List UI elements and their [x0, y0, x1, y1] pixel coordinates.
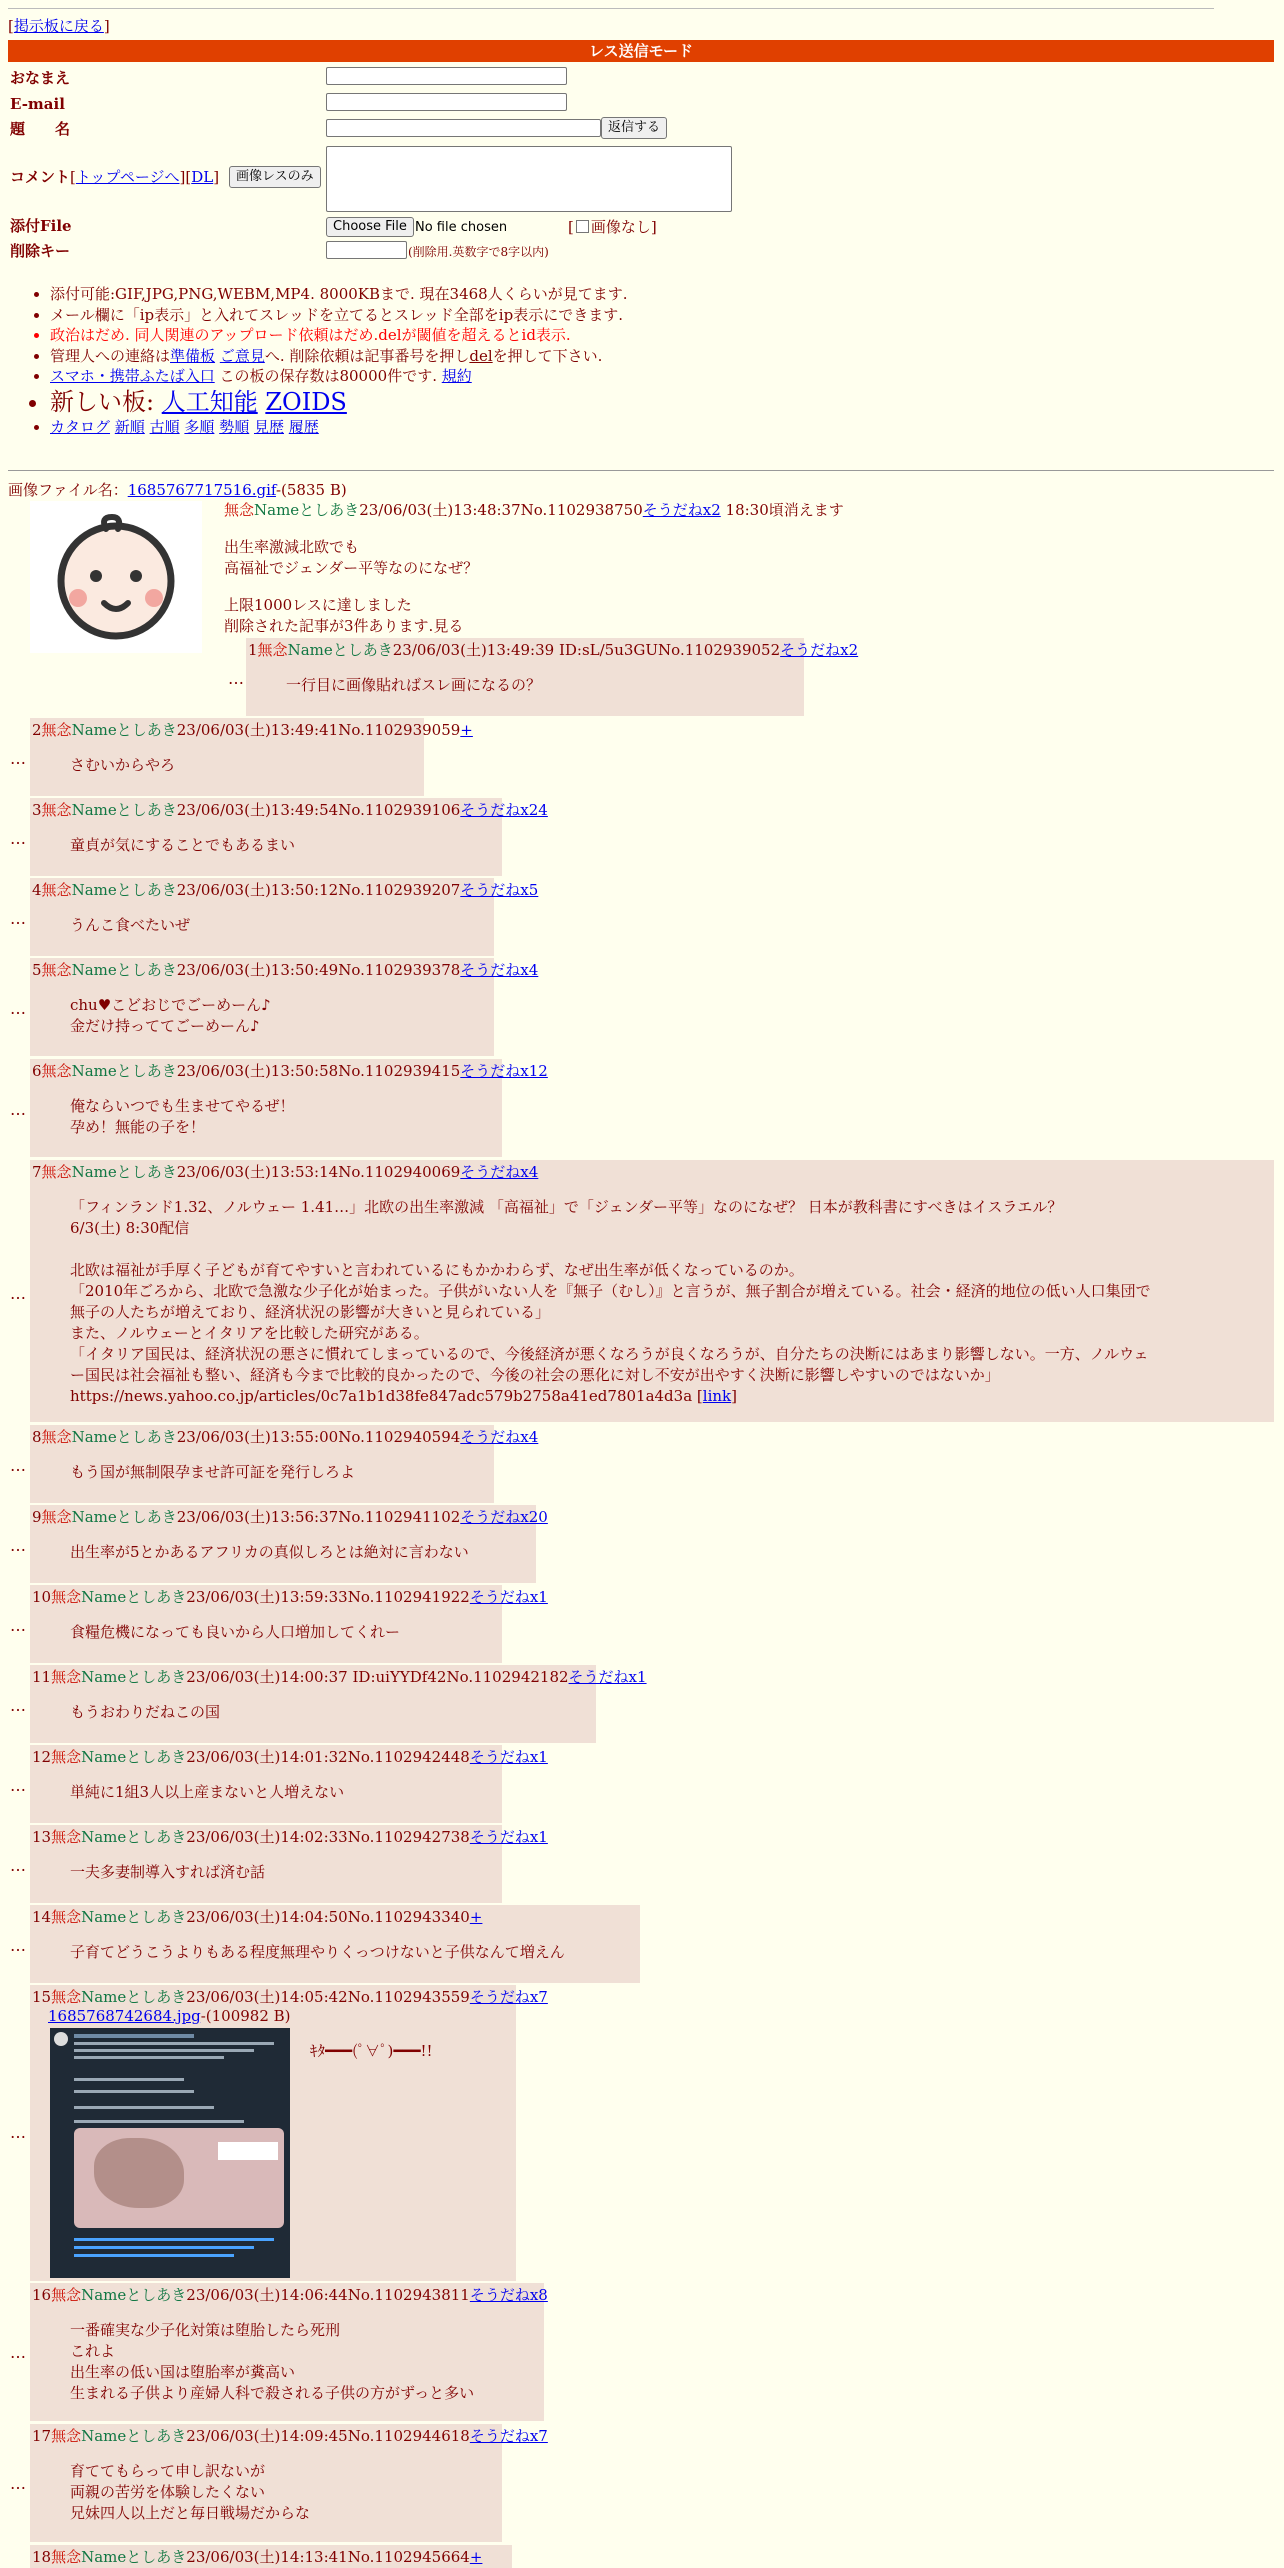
reply-number[interactable]: No.1102943559	[347, 1988, 470, 2006]
reply-index: 3	[32, 801, 42, 819]
board-rules	[50, 284, 628, 437]
op-notice-deleted: 削除された記事が3件あります.	[224, 617, 434, 635]
reply-number[interactable]: No.1102939052	[658, 641, 781, 659]
reply-header	[32, 800, 548, 820]
sort-old-link[interactable]: 古順	[149, 417, 180, 436]
tweet-text-line	[74, 2078, 184, 2081]
reply-subject: 無念	[51, 1748, 82, 1766]
reply-name: Nameとしあき	[71, 1163, 177, 1181]
reply-index: 8	[32, 1428, 42, 1446]
back-to-board-link[interactable]: 掲示板に戻る	[13, 17, 104, 35]
prep-board-link[interactable]: 準備板	[170, 346, 216, 365]
reply-post-17	[30, 2424, 548, 2542]
thread-divider	[8, 470, 1274, 471]
reply-header	[32, 1747, 548, 1767]
sodane-button[interactable]: そうだねx8	[469, 2286, 548, 2304]
back-link-wrapper: [掲示板に戻る]	[8, 17, 110, 35]
sodane-button[interactable]: +	[469, 2548, 483, 2566]
sodane-button[interactable]: そうだねx4	[460, 961, 539, 979]
reply-header	[32, 1507, 548, 1527]
reply-number[interactable]: No.1102940069	[338, 1163, 461, 1181]
tweet-text-line	[74, 2042, 274, 2045]
reply-marker: …	[10, 2123, 26, 2142]
reply-marker: …	[10, 829, 26, 848]
reply-date: 23/06/03(土)14:09:45	[186, 2427, 348, 2445]
reply-date: 23/06/03(土)13:49:39	[392, 641, 555, 659]
reply-marker: …	[10, 999, 26, 1018]
reply-number[interactable]: No.1102941922	[347, 1588, 470, 1606]
reply-date: 23/06/03(土)14:05:42	[186, 1988, 348, 2006]
reply-date: 23/06/03(土)13:50:58	[176, 1062, 339, 1080]
reply-body: 俺ならいつでも生ませてやるぜ！ 孕め！無能の子を！	[70, 1097, 295, 1136]
reply-header	[32, 880, 538, 900]
reply-date: 23/06/03(土)14:13:41	[186, 2548, 348, 2566]
op-number[interactable]: No.1102938750	[520, 501, 643, 519]
reply-subject: 無念	[51, 1668, 82, 1686]
sort-new-link[interactable]: 新順	[114, 417, 145, 436]
catalog-link[interactable]: カタログ	[50, 417, 111, 436]
reply-marker: …	[10, 909, 26, 928]
sodane-button[interactable]: そうだねx1	[469, 1748, 548, 1766]
tweet-text-line	[74, 2090, 194, 2093]
rule-contact-text: 管理人への連絡は	[50, 346, 171, 365]
reply-file-size: -(100982 B)	[200, 2007, 291, 2025]
reply-name: Nameとしあき	[81, 2548, 187, 2566]
link-bracket: ]	[731, 1387, 737, 1405]
reply-body: ｷﾀ━━━(ﾟ∀ﾟ)━━━!!	[310, 2042, 433, 2060]
reply-index: 10	[32, 1588, 52, 1606]
reply-body: うんこ食べたいぜ	[70, 916, 191, 934]
top-page-link[interactable]: トップページへ	[75, 168, 180, 186]
sodane-button[interactable]: そうだねx4	[460, 1428, 539, 1446]
reply-index: 15	[32, 1988, 52, 2006]
reply-marker: …	[10, 1456, 26, 1475]
reply-name: Nameとしあき	[71, 1062, 177, 1080]
tweet-link-line	[74, 2238, 274, 2241]
reply-mode-banner: レス送信モード	[8, 40, 1274, 62]
reply-subject: 無念	[41, 1508, 72, 1526]
reply-marker: …	[10, 1284, 26, 1303]
op-body-line: 出生率激減北欧でも	[224, 538, 360, 556]
reply-index: 4	[32, 881, 42, 899]
reply-post-15	[30, 1985, 548, 2281]
op-file-link[interactable]: 1685767717516.gif	[127, 481, 276, 499]
comment-label-row: コメント[トップページへ][DL]	[10, 168, 220, 186]
new-boards	[50, 387, 628, 417]
tweet-header-bar	[74, 2034, 194, 2038]
reply-name: Nameとしあき	[287, 641, 393, 659]
viewed-history-link[interactable]: 見歴	[253, 417, 284, 436]
reply-index: 6	[32, 1062, 42, 1080]
reply-marker: …	[10, 1100, 26, 1119]
sort-many-link[interactable]: 多順	[184, 417, 215, 436]
reply-header	[32, 2426, 548, 2446]
reply-index: 18	[32, 2548, 52, 2566]
op-header	[224, 500, 844, 520]
sort-links	[50, 417, 628, 438]
tweet-link-line	[74, 2254, 234, 2257]
reply-post-13	[30, 1825, 548, 1903]
sodane-button[interactable]: そうだねx5	[460, 881, 539, 899]
tweet-link-line	[74, 2246, 254, 2249]
reply-post-6	[30, 1059, 548, 1157]
reply-file-link[interactable]: 1685768742684.jpg	[48, 2007, 201, 2025]
reply-date: 23/06/03(土)14:01:32	[186, 1748, 348, 1766]
comment-textarea[interactable]	[326, 146, 732, 212]
sodane-button[interactable]: そうだねx7	[469, 2427, 548, 2445]
reply-body: 育ててもらって申し訳ないが 両親の苦労を体験したくない 兄妹四人以上だと毎日戦場だからな	[70, 2462, 311, 2522]
reply-name: Nameとしあき	[71, 1508, 177, 1526]
reply-header	[32, 1987, 548, 2007]
delete-key-label: 削除キー	[10, 242, 71, 260]
reply-body: 食糧危機になっても良いから人口増加してくれー	[70, 1623, 401, 1641]
reply-subject: 無念	[41, 1428, 72, 1446]
reply-marker: …	[10, 2474, 26, 2493]
op-notice-show-link[interactable]: 見る	[433, 617, 464, 635]
reply-header	[32, 960, 538, 980]
baby-photo	[74, 2128, 284, 2228]
reply-number[interactable]: No.1102942738	[347, 1828, 470, 1846]
reply-date: 23/06/03(土)13:50:12	[176, 881, 339, 899]
reply-body: 出生率が5とかあるアフリカの真似しろとは絶対に言わない	[70, 1543, 469, 1561]
reply-post-11	[30, 1665, 647, 1743]
sodane-button[interactable]: そうだねx4	[460, 1163, 539, 1181]
reply-number[interactable]: No.1102945664	[347, 2548, 470, 2566]
reply-post-18	[30, 2545, 512, 2568]
comment-label: コメント	[10, 168, 71, 186]
reply-body: もうおわりだねこの国	[70, 1703, 221, 1721]
reply-subject: 無念	[41, 881, 72, 899]
reply-post-9	[30, 1505, 548, 1583]
reply-index: 12	[32, 1748, 52, 1766]
reply-subject: 無念	[51, 1828, 82, 1846]
reply-date: 23/06/03(土)14:04:50	[186, 1908, 348, 1926]
op-file-size: -(5835 B)	[275, 481, 347, 499]
mobile-entrance-link[interactable]: スマホ・携帯ふたば入口	[50, 367, 215, 385]
reply-body: 一夫多妻制導入すれば済む話	[70, 1863, 266, 1881]
reply-file-info	[48, 2006, 291, 2026]
reply-post-10	[30, 1585, 548, 1663]
sodane-button[interactable]: そうだねx24	[460, 801, 548, 819]
reply-marker: …	[10, 1696, 26, 1715]
reply-number[interactable]: No.1102939378	[338, 961, 461, 979]
reply-index: 16	[32, 2286, 52, 2304]
rule-contact-text3: を押して下さい.	[492, 346, 603, 365]
reply-number[interactable]: No.1102940594	[338, 1428, 461, 1446]
reply-id: ID:uiYYDf42	[347, 1668, 447, 1686]
reply-name: Nameとしあき	[71, 801, 177, 819]
op-file-info	[8, 480, 347, 500]
tweet-text-line	[74, 2106, 214, 2109]
delete-key-hint: (削除用.英数字で8字以内)	[408, 245, 549, 259]
photo-caption-box	[218, 2142, 278, 2160]
no-file-text: No file chosen	[415, 220, 508, 235]
rule-politics	[50, 325, 628, 346]
op-notice-limit: 上限1000レスに達しました	[224, 596, 412, 614]
reply-post-16	[30, 2283, 548, 2421]
reply-name: Nameとしあき	[81, 2286, 187, 2304]
rule-storage-text: この板の保存数は80000件です.	[214, 367, 442, 385]
del-text: del	[469, 346, 493, 365]
rule-attachments	[50, 284, 628, 305]
dl-link[interactable]: DL	[191, 168, 214, 186]
rule-ip-display-text: メール欄に「ip表示」と入れてスレッドを立てるとスレッド全部をip表示にできます.	[50, 305, 623, 324]
reply-number[interactable]: No.1102942182	[446, 1668, 569, 1686]
reply-marker: …	[10, 1536, 26, 1555]
reply-marker: …	[10, 749, 26, 768]
sodane-button[interactable]: そうだねx12	[460, 1062, 548, 1080]
reply-post-3	[30, 798, 548, 876]
reply-number[interactable]: No.1102939415	[338, 1062, 461, 1080]
reply-body: 一番確実な少子化対策は堕胎したら死刑 これよ 出生率の低い国は堕胎率が糞高い 生まれる子供より産婦人科で殺される子供の方がずっと多い	[70, 2321, 475, 2402]
reply-date: 23/06/03(土)13:55:00	[176, 1428, 339, 1446]
reply-subject: 無念	[51, 2427, 82, 2445]
reply-number[interactable]: No.1102943811	[347, 2286, 470, 2304]
image-only-button[interactable]: 画像レスのみ	[229, 166, 321, 188]
reply-header	[248, 640, 858, 660]
reply-name: Nameとしあき	[81, 1668, 187, 1686]
reply-index: 5	[32, 961, 42, 979]
reply-index: 14	[32, 1908, 52, 1926]
reply-name: Nameとしあき	[81, 1588, 187, 1606]
baby-photo-shape	[94, 2138, 184, 2208]
op-name: Nameとしあき	[254, 501, 360, 519]
name-label: おなまえ	[10, 69, 71, 87]
reply-body: もう国が無制限孕ませ許可証を発行しろよ	[70, 1463, 356, 1481]
reply-subject: 無念	[51, 2286, 82, 2304]
reply-post-7	[30, 1160, 1274, 1422]
reply-body: 一行目に画像貼ればスレ画になるの？	[286, 676, 542, 694]
name-input[interactable]	[326, 67, 567, 85]
reply-date: 23/06/03(土)14:00:37	[186, 1668, 348, 1686]
reply-name: Nameとしあき	[81, 1908, 187, 1926]
reply-header	[32, 1907, 482, 1927]
sodane-button[interactable]: そうだねx20	[460, 1508, 548, 1526]
reply-index: 7	[32, 1163, 42, 1181]
reply-post-1	[246, 638, 859, 716]
reply-header	[32, 1667, 647, 1687]
reply-post-4	[30, 878, 539, 956]
article-link[interactable]: link	[702, 1387, 732, 1405]
op-expire: 18:30頃消えます	[720, 501, 844, 519]
no-image-label: 画像なし	[590, 218, 651, 236]
op-file-prefix: 画像ファイル名：	[8, 481, 128, 499]
reply-number[interactable]: No.1102943340	[347, 1908, 470, 1926]
reply-index: 17	[32, 2427, 52, 2445]
tweet-avatar-icon	[54, 2032, 68, 2046]
reply-header	[32, 1162, 538, 1182]
tweet-text-line	[74, 2120, 244, 2123]
sort-momentum-link[interactable]: 勢順	[219, 417, 250, 436]
op-thumbnail[interactable]	[30, 501, 202, 653]
reply-subject: 無念	[51, 1588, 82, 1606]
email-input[interactable]	[326, 93, 567, 111]
reply-subject: 無念	[51, 2548, 82, 2566]
board-zoids-link[interactable]: ZOIDS	[265, 387, 347, 416]
reply-name: Nameとしあき	[81, 1748, 187, 1766]
delete-key-input[interactable]	[326, 241, 407, 259]
reply-subject: 無念	[41, 801, 72, 819]
reply-post-2	[30, 718, 473, 796]
reply-name: Nameとしあき	[81, 2427, 187, 2445]
op-date: 23/06/03(土)13:48:37	[359, 501, 521, 519]
sodane-button[interactable]: そうだねx1	[469, 1588, 548, 1606]
reply-body: さむいからやろ	[70, 756, 176, 774]
reply-name: Nameとしあき	[71, 1428, 177, 1446]
reply-number[interactable]: No.1102941102	[338, 1508, 461, 1526]
reply-number[interactable]: No.1102939207	[338, 881, 461, 899]
reply-subject: 無念	[51, 1988, 82, 2006]
reply-name: Nameとしあき	[71, 881, 177, 899]
reply-post-12	[30, 1745, 548, 1823]
reply-body: 子育てどうこうよりもある程度無理やりくっつけないと子供なんて増えん	[70, 1943, 565, 1961]
reply-date: 23/06/03(土)14:02:33	[186, 1828, 348, 1846]
new-boards-label: 新しい板:	[50, 387, 162, 416]
email-label: E-mail	[10, 95, 65, 113]
tweet-text-line	[74, 2056, 224, 2059]
reply-date: 23/06/03(土)13:49:54	[176, 801, 339, 819]
terms-link[interactable]: 規約	[441, 367, 472, 385]
reply-index: 13	[32, 1828, 52, 1846]
reply-name: Nameとしあき	[81, 1828, 187, 1846]
op-subject: 無念	[224, 501, 255, 519]
reply-post-5	[30, 958, 539, 1056]
sodane-button[interactable]: そうだねx1	[568, 1668, 647, 1686]
reply-marker: …	[10, 1936, 26, 1955]
sodane-button[interactable]: そうだねx1	[469, 1828, 548, 1846]
reply-marker: …	[10, 1856, 26, 1875]
reply-subject: 無念	[41, 961, 72, 979]
op-body-line: 高福祉でジェンダー平等なのになぜ？	[224, 559, 479, 577]
submit-button[interactable]: 返信する	[601, 117, 667, 139]
reply-marker: …	[10, 1776, 26, 1795]
reply-post-8	[30, 1425, 539, 1503]
reply-index: 9	[32, 1508, 42, 1526]
reply-date: 23/06/03(土)13:53:14	[176, 1163, 339, 1181]
reply-date: 23/06/03(土)13:50:49	[176, 961, 339, 979]
no-image-toggle[interactable]: [ 画像なし]	[568, 218, 657, 236]
sodane-button[interactable]: そうだねx7	[469, 1988, 548, 2006]
reply-name: Nameとしあき	[71, 961, 177, 979]
reply-post-14	[30, 1905, 640, 1983]
reply-subject: 無念	[41, 1062, 72, 1080]
reply-header	[32, 1587, 548, 1607]
rule-contact-text2: へ. 削除依頼は記事番号を押し	[264, 346, 470, 365]
choose-file-button[interactable]: Choose File	[326, 217, 414, 237]
reply-body-text: 「フィンランド1.32、ノルウェー 1.41…」北欧の出生率激減 「高福祉」で「ジェンダー平等」なのになぜ？ 日本が教科書にすべきはイスラエル？ 6/3(土) 8:30配信 北欧は福祉が手厚く子どもが育てやすいと言われているにもかかわらず、なぜ出生率が低くなっているのか。 「2010年ごろから、北欧で急激な少子化が始まった。子供がいない人を『無子（むし）』と言うが、無子割合が増えている。社会・経済的地位の低い人口集団で 無子の人たちが増えており、経済状況の影響が大きいと見られている」 また、ノルウェーとイタリアを比較した研究がある。 「イタリア国民は、経済状況の悪さに慣れてしまっているので、今後経済が悪くなろうが良くなろうが、自分たちの決断にはあまり影響しない。一方、ノルウェ ー国民は社会福祉も整い、経済も今まで比較的良かったので、今後の社会の悪化に対し不安が出やすく決断に影響しやすいのではないか」 https://news.yahoo.co.jp/articles/0c7a1b1d38fe847adc579b2758a41ed7801a4d3a [	[70, 1198, 1151, 1405]
subject-label: 題 名	[10, 120, 71, 138]
reply-subject: 無念	[257, 641, 288, 659]
rule-politics-text: 政治はだめ. 同人関連のアップロード依頼はだめ.delが閾値を超えるとid表示.	[50, 326, 571, 344]
tweet-text-line	[74, 2049, 254, 2052]
reply-header	[32, 2547, 482, 2567]
reply-index: 11	[32, 1668, 52, 1686]
reply-body: 童貞が気にすることでもあるまい	[70, 836, 296, 854]
reply-header	[32, 1061, 548, 1081]
reply-header	[32, 2285, 548, 2305]
file-label: 添付File	[10, 217, 72, 235]
reply-subject: 無念	[51, 1908, 82, 1926]
reply-number[interactable]: No.1102942448	[347, 1748, 470, 1766]
reply-date: 23/06/03(土)13:59:33	[186, 1588, 348, 1606]
rule-ip-display	[50, 305, 628, 326]
reply-number[interactable]: No.1102939059	[338, 721, 461, 739]
reply-number[interactable]: No.1102939106	[338, 801, 461, 819]
no-image-checkbox[interactable]	[576, 220, 589, 233]
reply-date: 23/06/03(土)13:56:37	[176, 1508, 339, 1526]
op-sodane-button[interactable]: そうだねx2	[642, 501, 721, 519]
board-ai-link[interactable]: 人工知能	[161, 387, 258, 416]
op-notice	[224, 595, 463, 637]
top-divider	[8, 8, 1214, 9]
reply-body: 単純に1組3人以上産まないと人増えない	[70, 1783, 345, 1801]
baby-face-icon	[30, 501, 202, 653]
sodane-button[interactable]: そうだねx2	[780, 641, 859, 659]
reply-header	[32, 1427, 538, 1447]
reply-name: Nameとしあき	[81, 1988, 187, 2006]
op-body	[224, 537, 478, 579]
reply-header	[32, 1827, 548, 1847]
reply-id: ID:sL/5u3GU	[554, 641, 659, 659]
reply-date: 23/06/03(土)13:49:41	[176, 721, 339, 739]
sodane-button[interactable]: +	[460, 721, 473, 739]
reply-index: 1	[248, 641, 258, 659]
subject-input[interactable]	[326, 119, 601, 137]
reply-marker: …	[10, 1616, 26, 1635]
reply-date: 23/06/03(土)14:06:44	[186, 2286, 348, 2304]
reply-name: Nameとしあき	[71, 721, 177, 739]
rule-mobile	[50, 366, 628, 387]
rule-attachments-text: 添付可能:GIF,JPG,PNG,WEBM,MP4. 8000KBまで. 現在3468人くらいが見てます.	[50, 285, 628, 303]
rule-contact	[50, 346, 628, 367]
sodane-button[interactable]: +	[469, 1908, 483, 1926]
reply-marker: …	[10, 2343, 26, 2362]
reply-thumbnail[interactable]	[50, 2028, 290, 2278]
reply-number[interactable]: No.1102944618	[347, 2427, 470, 2445]
reply-body: chu♥こどおじでごーめーん♪ 金だけ持っててごーめーん♪	[70, 996, 271, 1035]
history-link[interactable]: 履歴	[288, 417, 319, 436]
reply-subject: 無念	[41, 1163, 72, 1181]
reply-marker: …	[228, 669, 244, 688]
reply-header	[32, 720, 473, 740]
reply-index: 2	[32, 721, 42, 739]
feedback-link[interactable]: ご意見	[219, 346, 265, 365]
reply-body	[70, 1197, 1151, 1407]
reply-subject: 無念	[41, 721, 72, 739]
